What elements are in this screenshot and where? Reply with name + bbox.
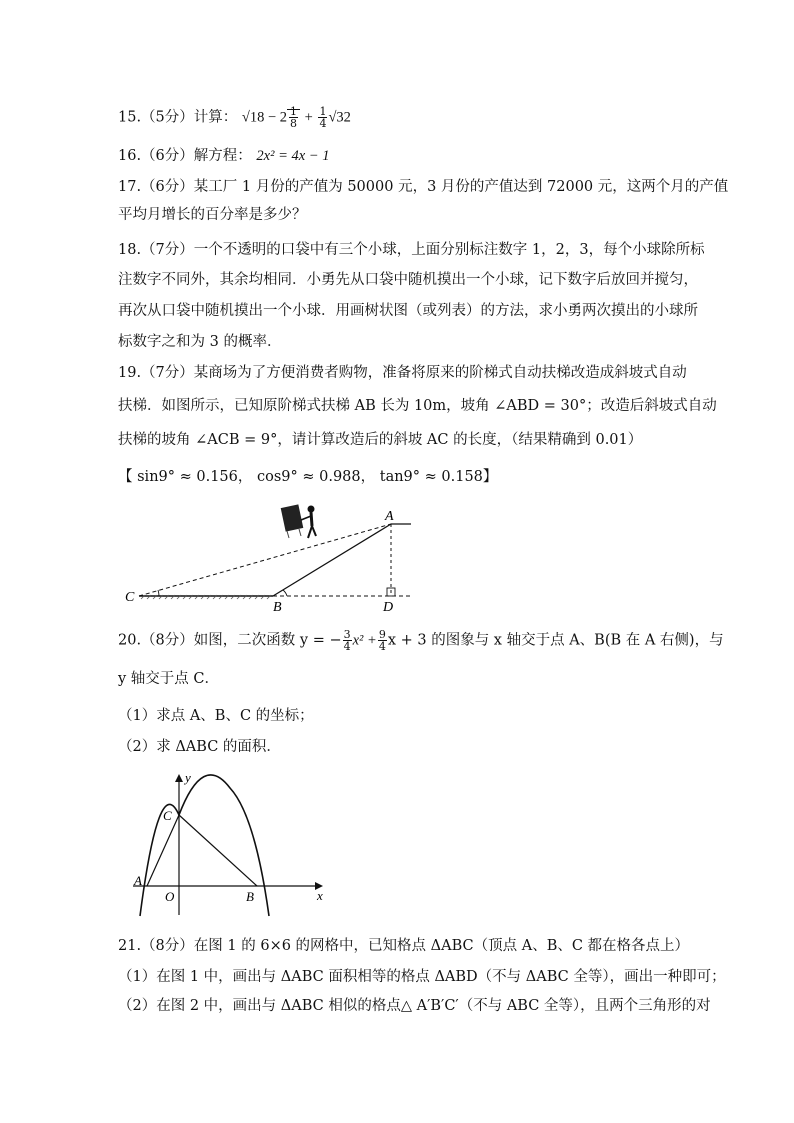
angle-c-arc xyxy=(158,590,159,596)
label-d: D xyxy=(383,600,394,615)
q15-label: 15.（5分）计算： xyxy=(118,109,238,126)
label-a: A xyxy=(134,873,142,888)
q15-expr-a: √18 − 2 xyxy=(241,109,288,126)
q16-line xyxy=(118,146,329,166)
label-c: C xyxy=(125,590,135,605)
q20-line1-post: x + 3 的图象与 x 轴交于点 A、B(B 在 A 右侧)，与 xyxy=(387,632,724,649)
label-x: x xyxy=(317,888,323,903)
y-axis-arrow-icon xyxy=(175,774,183,782)
q20-mid: x² + xyxy=(352,632,377,649)
q20-sub2: （2）求 ΔABC 的面积． xyxy=(118,739,281,755)
q19-line2: 扶梯．如图所示，已知原阶梯式扶梯 AB 长为 10m，坡角 ∠ABD = 30°；改造后斜坡式自动 xyxy=(118,398,717,414)
q18-line3: 再次从口袋中随机摸出一个小球．用画树状图（或列表）的方法，求小勇两次摸出的小球所 xyxy=(118,303,698,319)
q18-line1: 18.（7分）一个不透明的口袋中有三个小球，上面分别标注数字 1，2，3，每个小球除所标 xyxy=(118,242,705,258)
segment-bc xyxy=(179,815,257,886)
label-b: B xyxy=(273,600,282,615)
segment-ac xyxy=(147,815,179,886)
q21-line1: 21.（8分）在图 1 的 6×6 的网格中，已知格点 ΔABC（顶点 A、B、C 都在格各点上） xyxy=(118,938,690,954)
q15-line xyxy=(118,106,351,129)
q17-line2: 平均月增长的百分率是多少？ xyxy=(118,207,307,223)
q15-frac-a: $\frac{1}{8}$ xyxy=(290,105,298,130)
q21-sub1: （1）在图 1 中，画出与 ΔABC 面积相等的格点 ΔABD（不与 ΔABC 全等），画出一种即可； xyxy=(118,969,726,985)
angle-b-arc xyxy=(283,590,287,596)
q16-equation: 2x² = 4x − 1 xyxy=(256,148,330,164)
q15-frac-b: $\frac{1}{4}$ xyxy=(319,105,327,130)
q18-line2: 注数字不同外，其余均相同．小勇先从口袋中随机摸出一个小球，记下数字后放回并搅匀， xyxy=(118,272,698,288)
q20-parabola-figure xyxy=(125,770,330,920)
segment-ab xyxy=(273,524,391,596)
label-a: A xyxy=(385,509,394,524)
q19-escalator-figure xyxy=(115,500,415,616)
q17-line1: 17.（6分）某工厂 1 月份的产值为 50000 元，3 月份的产值达到 72000 元，这两个月的产值 xyxy=(118,179,729,195)
q20-sub1: （1）求点 A、B、C 的坐标； xyxy=(118,708,314,724)
q20-line1-pre: 20.（8分）如图，二次函数 y = − xyxy=(118,632,342,649)
q20-frac-1: $\frac{3}{4}$ xyxy=(343,628,351,653)
q20-line1 xyxy=(118,629,724,652)
shopper-with-cart-illustration xyxy=(281,504,316,538)
q19-line1: 19.（7分）某商场为了方便消费者购物，准备将原来的阶梯式自动扶梯改造成斜坡式自动 xyxy=(118,365,687,381)
q18-line4: 标数字之和为 3 的概率． xyxy=(118,334,282,350)
q20-frac-2: $\frac{9}{4}$ xyxy=(378,628,386,653)
label-o: O xyxy=(165,889,175,904)
q20-line2: y 轴交于点 C． xyxy=(118,671,220,687)
q21-sub2: （2）在图 2 中，画出与 ΔABC 相似的格点△ A′B′C′（不与 ABC 全等），且两个三角形的对 xyxy=(118,998,711,1014)
segment-ac xyxy=(139,524,391,596)
q19-line4: 【 sin9° ≈ 0.156， cos9° ≈ 0.988， tan9° ≈ 0.158】 xyxy=(118,469,498,485)
label-b: B xyxy=(246,889,254,904)
q15-expr-b: √32 xyxy=(328,109,351,126)
label-y: y xyxy=(185,770,191,785)
q19-line3: 扶梯的坡角 ∠ACB = 9°，请计算改造后的斜坡 AC 的长度，（结果精确到 0.01） xyxy=(118,432,643,448)
q15-plus: + xyxy=(304,109,313,126)
label-c: C xyxy=(163,808,172,823)
q16-label: 16.（6分）解方程： xyxy=(118,148,252,164)
